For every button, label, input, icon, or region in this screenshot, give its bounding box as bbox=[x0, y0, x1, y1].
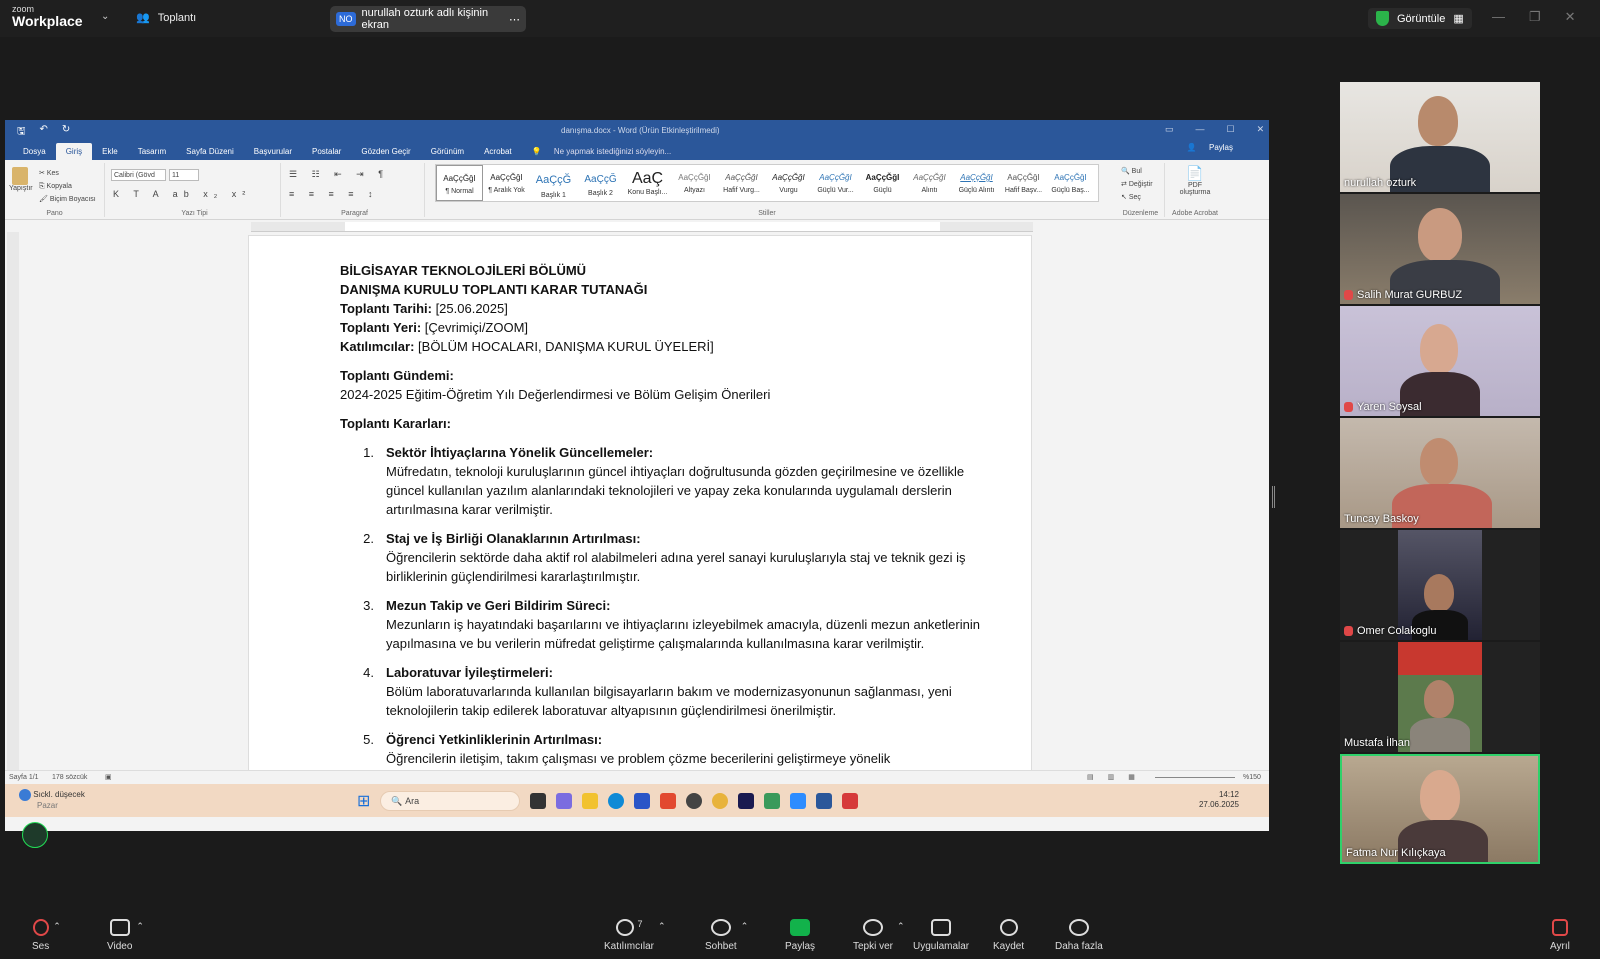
audio-button[interactable]: Ses ⌃ bbox=[32, 921, 61, 952]
app-icon[interactable] bbox=[660, 793, 676, 809]
weather-widget[interactable]: Sıckl. düşecek Pazar bbox=[19, 789, 85, 811]
quick-access-toolbar bbox=[17, 124, 70, 141]
mic-off-icon bbox=[33, 919, 49, 936]
taskbar-clock[interactable]: 14:12 27.06.2025 bbox=[1198, 790, 1239, 809]
chat-icon bbox=[711, 919, 731, 936]
store-icon[interactable] bbox=[634, 793, 650, 809]
style-item[interactable]: AaÇçĞğI Güçlü Alıntı bbox=[958, 173, 995, 194]
tab-acrobat[interactable]: Acrobat bbox=[484, 147, 512, 156]
style-item[interactable]: AaÇçĞğI Hafif Başv... bbox=[1004, 173, 1043, 194]
word-app-icon[interactable] bbox=[816, 793, 832, 809]
mic-off-icon bbox=[1344, 290, 1353, 300]
participants-count: 7 bbox=[637, 919, 643, 929]
decisions-label: Toplantı Kararları: bbox=[340, 416, 452, 431]
clipboard-group: Yapıştır ✂ Kes ⎘ Kopyala 🖌 Biçim Boyacısı Pano bbox=[5, 163, 105, 217]
paragraph-group: ☰ ☷ ⇤ ⇥ ¶ ≡ ≡ ≡ ≡ ↕ Paragraf bbox=[285, 163, 425, 217]
edge-icon[interactable] bbox=[608, 793, 624, 809]
style-item[interactable]: AaÇçĞ Başlık 2 bbox=[584, 174, 617, 197]
chevron-down-icon[interactable]: ⌄ bbox=[101, 11, 110, 22]
tab-mailings[interactable]: Postalar bbox=[312, 147, 342, 156]
participant-tile[interactable]: Yaren Soysal bbox=[1340, 306, 1540, 416]
maximize-icon[interactable]: ☐ bbox=[1226, 124, 1235, 134]
exit-icon bbox=[1552, 919, 1568, 936]
view-mode-icons[interactable]: ▤▥▦ bbox=[1087, 774, 1149, 781]
taskbar-icons bbox=[357, 791, 858, 811]
share-screen-button[interactable]: Paylaş bbox=[785, 919, 815, 952]
participants-line: Katılımcılar: [BÖLÜM HOCALARI, DANIŞMA KURUL ÜYELERİ] bbox=[340, 339, 714, 354]
tab-references[interactable]: Başvurular bbox=[253, 147, 292, 156]
participant-video bbox=[1418, 208, 1462, 262]
view-button[interactable]: Görüntüle ▦ bbox=[1368, 8, 1472, 29]
meeting-button[interactable]: 👥 Toplantı bbox=[136, 11, 197, 24]
meeting-date: Toplantı Tarihi: [25.06.2025] bbox=[340, 301, 508, 316]
paste-button[interactable]: Yapıştır bbox=[9, 167, 31, 192]
select-button[interactable]: ↖ Seç bbox=[1121, 194, 1141, 201]
word-status-bar bbox=[5, 770, 1269, 784]
style-item[interactable]: AaÇçĞğI Güçlü bbox=[865, 173, 900, 194]
decision-item: 5. Öğrenci Yetkinliklerinin Artırılması: Öğrencilerin iletişim, takım çalışması ve problem çözme becerilerini geliştirmeye yönelik bbox=[363, 732, 891, 766]
participants-button[interactable]: 7 Katılımcılar ⌃ bbox=[604, 919, 666, 952]
grid-icon: ▦ bbox=[1453, 13, 1464, 25]
style-item[interactable]: AaÇçĞğI Alıntı bbox=[913, 173, 946, 194]
decision-item: 2. Staj ve İş Birliği Olanaklarının Artırılması: Öğrencilerin sektörde daha aktif rol alabilmeleri adına yerel sanayi kuruluşlarıyla staj ve teknik gezi iş birliklerinin güçlendirilmesi kararlaştırılmıştır. bbox=[363, 531, 966, 584]
participant-tile[interactable]: Omer Colakoglu bbox=[1340, 530, 1540, 640]
horizontal-ruler[interactable] bbox=[251, 222, 1033, 232]
page-count[interactable]: Sayfa 1/1 bbox=[9, 774, 39, 781]
agenda-text: 2024-2025 Eğitim-Öğretim Yılı Değerlendirmesi ve Bölüm Gelişim Önerileri bbox=[340, 387, 771, 402]
font-size-select[interactable]: 11 bbox=[169, 169, 199, 181]
style-item[interactable]: AaÇçĞğI ¶ Aralık Yok bbox=[488, 173, 525, 194]
participant-tile-active-speaker[interactable]: Fatma Nur Kılıçkaya bbox=[1340, 754, 1540, 864]
chevron-up-icon[interactable]: ⌃ bbox=[740, 921, 749, 931]
more-button[interactable]: Daha fazla bbox=[1055, 919, 1103, 952]
ribbon-tabs bbox=[5, 140, 1269, 160]
pdf-icon: 📄 bbox=[1186, 165, 1204, 181]
panel-resize-handle[interactable] bbox=[1272, 486, 1275, 508]
close-icon[interactable]: ✕ bbox=[1256, 124, 1265, 134]
windows-taskbar bbox=[5, 784, 1269, 817]
document-body[interactable] bbox=[340, 261, 980, 778]
copilot-icon[interactable] bbox=[556, 793, 572, 809]
doc-subheading: DANIŞMA KURULU TOPLANTI KARAR TUTANAĞI bbox=[340, 282, 648, 297]
decision-item: 1. Sektör İhtiyaçlarına Yönelik Güncellemeler: Müfredatın, teknoloji kuruluşlarının güncel ihtiyaçları doğrultusunda gözden geçirilmesine ve özellikle güncel kullanılan yazılım alanlarındaki teknolojileri ve yapay zeka konularında uygulamalı derslerin artırılmasına karar verilmiştir. bbox=[363, 445, 965, 517]
document-page[interactable] bbox=[248, 235, 1032, 795]
chevron-up-icon[interactable]: ⌃ bbox=[53, 921, 61, 931]
chevron-up-icon[interactable]: ⌃ bbox=[658, 921, 666, 931]
annotate-pen-icon[interactable] bbox=[22, 822, 48, 848]
zoom-logo: zoom Workplace bbox=[12, 4, 83, 29]
camera-icon bbox=[110, 919, 130, 936]
weather-icon bbox=[19, 789, 31, 801]
task-view-icon[interactable] bbox=[530, 793, 546, 809]
zoom-app-icon[interactable] bbox=[790, 793, 806, 809]
leave-button[interactable]: Ayrıl bbox=[1550, 919, 1570, 952]
agenda-label: Toplantı Gündemi: bbox=[340, 368, 454, 383]
minimize-icon[interactable]: — bbox=[1492, 9, 1505, 24]
participant-video bbox=[1420, 438, 1458, 486]
taskbar-search[interactable]: 🔍 Ara bbox=[380, 791, 520, 811]
font-name-select[interactable]: Calibri (Gövd bbox=[111, 169, 166, 181]
mic-off-icon bbox=[1344, 626, 1353, 636]
people-icon bbox=[616, 919, 634, 936]
word-share-button[interactable]: 👤 Paylaş bbox=[1186, 143, 1233, 152]
participant-video bbox=[1420, 324, 1458, 374]
tab-review[interactable]: Gözden Geçir bbox=[361, 147, 411, 156]
meeting-place: Toplantı Yeri: [Çevrimiçi/ZOOM] bbox=[340, 320, 529, 335]
more-icon[interactable]: ⋯ bbox=[509, 13, 520, 26]
close-icon[interactable]: ✕ bbox=[1564, 9, 1576, 24]
find-button[interactable]: 🔍 Bul bbox=[1121, 168, 1142, 175]
word-window-controls bbox=[1165, 124, 1264, 135]
tab-file[interactable]: Dosya bbox=[23, 147, 46, 156]
participant-video bbox=[1424, 680, 1454, 718]
participant-tile[interactable]: Mustafa İlhan bbox=[1340, 642, 1540, 752]
apps-icon bbox=[931, 919, 951, 936]
undo-icon[interactable]: ↶ bbox=[39, 124, 48, 135]
participant-tile[interactable]: Salih Murat GURBUZ bbox=[1340, 194, 1540, 304]
tell-me-box[interactable]: 💡 Ne yapmak istediğinizi söyleyin... bbox=[531, 147, 672, 156]
ribbon-display-icon[interactable]: ▭ bbox=[1165, 124, 1174, 134]
replace-button[interactable]: ⇄ Değiştir bbox=[1121, 181, 1153, 188]
app-icon[interactable] bbox=[738, 793, 754, 809]
participant-video bbox=[1420, 770, 1460, 822]
share-icon bbox=[790, 919, 810, 936]
create-pdf-button[interactable]: 📄 PDF oluşturma bbox=[1173, 165, 1217, 196]
tab-layout[interactable]: Sayfa Düzeni bbox=[186, 147, 234, 156]
video-button[interactable]: Video ⌃ bbox=[107, 921, 144, 952]
record-button[interactable]: Kaydet bbox=[993, 919, 1024, 952]
style-item[interactable]: AaÇçĞğI Altyazı bbox=[678, 173, 711, 194]
mic-off-icon bbox=[1344, 402, 1353, 412]
window-controls bbox=[1492, 9, 1576, 25]
acrobat-group: 📄 PDF oluşturma Adobe Acrobat bbox=[1172, 165, 1218, 217]
font-group: Calibri (Gövd 11 K T A ab x₂ x² Yazı Tipi bbox=[109, 163, 281, 217]
notepad-icon[interactable] bbox=[764, 793, 780, 809]
participant-tile[interactable]: Tuncay Baskoy bbox=[1340, 418, 1540, 528]
minimize-icon[interactable]: — bbox=[1195, 124, 1205, 134]
zoom-level[interactable]: %150 bbox=[1243, 774, 1261, 781]
heart-icon bbox=[863, 919, 883, 936]
style-item[interactable]: AaÇçĞğI ¶ Normal bbox=[436, 165, 483, 201]
list-buttons[interactable]: ☰ ☷ ⇤ ⇥ ¶ bbox=[289, 169, 390, 179]
app-icon[interactable] bbox=[686, 793, 702, 809]
ribbon: Yapıştır ✂ Kes ⎘ Kopyala 🖌 Biçim Boyacısı Pano Calibri (Gövd 11 K T A ab x₂ x² Yazı Tipi ☰ ☷ ⇤ ⇥ ¶ ≡ ≡ ≡ ≡ ↕ Paragraf AaÇçĞğI ¶ Normal AaÇçĞğI ¶ Aralık Yok AaÇçĞ Başlık 1 AaÇçĞ Başlık 2 AaÇ Konu Başlı... AaÇçĞğI Altyazı AaÇçĞğI Hafif Vurg... AaÇçĞğI Vurgu AaÇçĞğI Güçlü Vur... AaÇçĞğI Güçlü AaÇçĞğI Alıntı AaÇçĞğI Güçlü Alıntı AaÇçĞğI Hafif Başv... AaÇçĞğI Güçlü Baş... Stiller 🔍 Bul ⇄ Değiştir ↖ Seç Düzenleme 📄 PDF oluşturma Adobe Acrobat bbox=[5, 160, 1269, 220]
participant-tile[interactable]: nurullah ozturk bbox=[1340, 82, 1540, 192]
font-format-buttons[interactable]: K T A ab x₂ x² bbox=[113, 189, 252, 199]
decision-item: 4. Laboratuvar İyileştirmeleri: Bölüm laboratuvarlarında kullanılan bilgisayarların bakım ve modernizasyonunun sağlanması, yeni teknolojilerin takip edilerek laboratuvar altyapısının güçlendirilmesi önerilmiştir. bbox=[363, 665, 952, 718]
word-title: danışma.docx - Word (Ürün Etkinleştirilmedi) bbox=[561, 126, 720, 135]
clipboard-icon bbox=[12, 167, 28, 185]
chevron-up-icon[interactable]: ⌃ bbox=[136, 921, 144, 931]
tab-design[interactable]: Tasarım bbox=[137, 147, 167, 156]
copy-button[interactable]: ⎘ Kopyala bbox=[39, 183, 72, 190]
cut-button[interactable]: ✂ Kes bbox=[39, 170, 59, 177]
style-item[interactable]: AaÇçĞğI Hafif Vurg... bbox=[723, 173, 760, 194]
chrome-icon[interactable] bbox=[712, 793, 728, 809]
zoom-control-bar bbox=[0, 909, 1600, 959]
tab-view[interactable]: Görünüm bbox=[430, 147, 465, 156]
editing-group: 🔍 Bul ⇄ Değiştir ↖ Seç Düzenleme bbox=[1117, 163, 1165, 217]
style-item[interactable]: AaÇ Konu Başlı... bbox=[627, 170, 668, 196]
screen-share-indicator[interactable]: NO nurullah ozturk adlı kişinin ekran ⋯ bbox=[330, 6, 526, 32]
style-item[interactable]: AaÇçĞ Başlık 1 bbox=[535, 174, 572, 199]
word-count[interactable]: 178 sözcük bbox=[52, 774, 88, 781]
decision-item: 3. Mezun Takip ve Geri Bildirim Süreci: Mezunların iş hayatındaki başarılarını ve ihtiyaçlarını izleyebilmek amacıyla, düzenli mezun anketlerinin yapılmasına ve bu verilerin müfredat geliştirme çalışmalarında kullanılmasına karar verilmiştir. bbox=[363, 598, 980, 651]
tab-home[interactable]: Giriş bbox=[56, 143, 92, 160]
shield-icon bbox=[1376, 11, 1389, 26]
zoom-top-bar bbox=[0, 0, 1600, 37]
tab-insert[interactable]: Ekle bbox=[102, 147, 118, 156]
shared-word-window bbox=[5, 120, 1269, 831]
proofing-icon[interactable]: ▣ bbox=[105, 774, 112, 781]
participant-video bbox=[1418, 96, 1458, 146]
chat-button[interactable]: Sohbet ⌃ bbox=[705, 921, 749, 952]
styles-gallery bbox=[435, 164, 1099, 202]
vertical-ruler[interactable] bbox=[7, 232, 19, 772]
participant-video bbox=[1424, 574, 1454, 612]
word-title-bar bbox=[5, 120, 1269, 140]
snipping-tool-icon[interactable] bbox=[842, 793, 858, 809]
windows-start-icon[interactable]: ⊞ bbox=[357, 793, 371, 810]
chevron-up-icon[interactable]: ⌃ bbox=[897, 921, 905, 931]
save-icon[interactable]: 🖫 bbox=[17, 126, 26, 137]
redo-icon[interactable]: ↻ bbox=[61, 124, 71, 135]
style-item[interactable]: AaÇçĞğI Güçlü Baş... bbox=[1051, 173, 1090, 194]
maximize-icon[interactable]: ❐ bbox=[1529, 9, 1541, 24]
more-icon bbox=[1069, 919, 1089, 936]
react-button[interactable]: Tepki ver ⌃ bbox=[853, 921, 905, 952]
people-icon: 👥 bbox=[136, 12, 150, 24]
doc-heading: BİLGİSAYAR TEKNOLOJİLERİ BÖLÜMÜ bbox=[340, 263, 587, 278]
style-item[interactable]: AaÇçĞğI Vurgu bbox=[772, 173, 805, 194]
avatar: NO bbox=[336, 12, 356, 26]
file-explorer-icon[interactable] bbox=[582, 793, 598, 809]
apps-button[interactable]: Uygulamalar bbox=[913, 919, 969, 952]
style-item[interactable]: AaÇçĞğI Güçlü Vur... bbox=[817, 173, 854, 194]
record-icon bbox=[1000, 919, 1018, 936]
zoom-slider[interactable] bbox=[1155, 777, 1235, 778]
format-painter-button[interactable]: 🖌 Biçim Boyacısı bbox=[39, 196, 96, 203]
align-buttons[interactable]: ≡ ≡ ≡ ≡ ↕ bbox=[289, 189, 379, 199]
